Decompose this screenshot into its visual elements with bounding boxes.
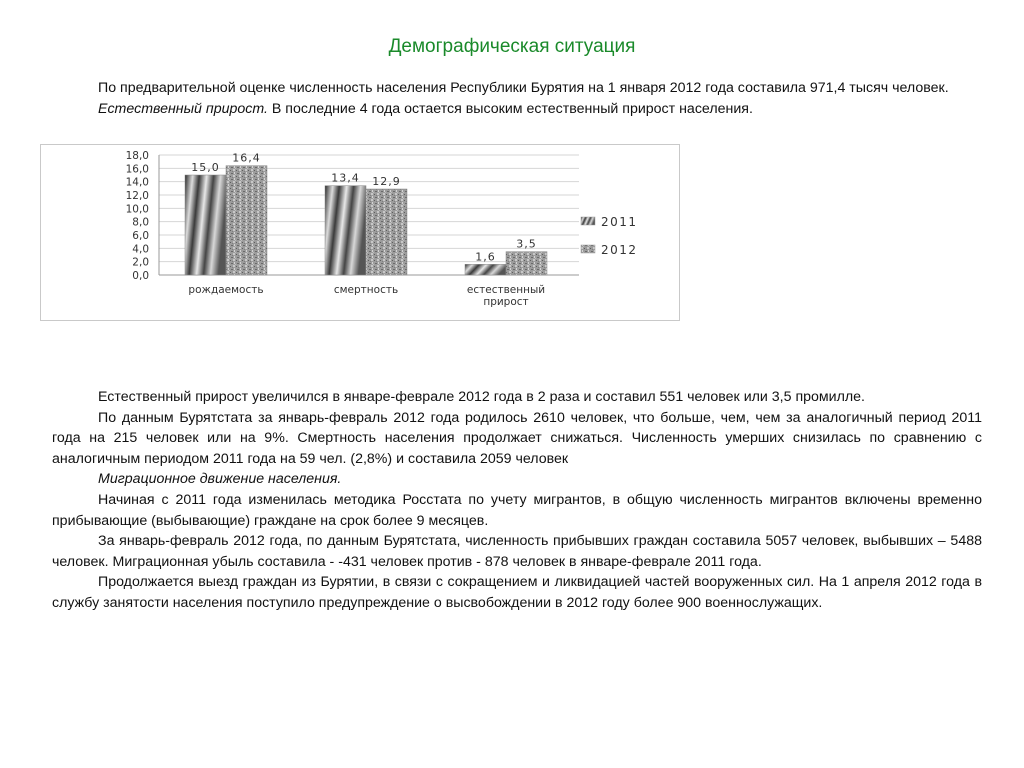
bar-2012-0 <box>226 166 267 275</box>
bar-2011-2 <box>465 264 506 275</box>
bar-2011-1 <box>325 186 366 275</box>
bar-2011-0 <box>185 175 226 275</box>
legend-swatch-2012 <box>581 245 595 253</box>
y-tick-label: 18,0 <box>125 150 149 162</box>
bar-2012-2 <box>506 252 547 275</box>
y-tick-label: 6,0 <box>132 230 149 242</box>
legend-label-2012: 2012 <box>601 243 638 257</box>
migration-numbers-paragraph: За январь-февраль 2012 года, по данным Бурятстата, численность прибывших граждан составила 5057 человек, выбывших – 5488 человек. Миграционная убыль составила - -431 человек против - 878 человек в январе-феврале 2011 года. <box>52 533 982 570</box>
growth-increase-paragraph: Естественный прирост увеличился в январе-феврале 2012 года в 2 раза и составил 551 человек или 3,5 промилле. <box>98 389 865 405</box>
x-category-label: прирост <box>483 296 529 308</box>
details-text-block <box>52 387 982 614</box>
bar-value-label: 13,4 <box>331 171 360 185</box>
y-tick-label: 0,0 <box>132 270 149 282</box>
y-tick-label: 12,0 <box>125 190 149 202</box>
bar-value-label: 12,9 <box>372 175 401 188</box>
x-category-label: смертность <box>333 284 399 296</box>
natural-growth-heading: Естественный прирост. <box>98 100 268 117</box>
y-tick-label: 16,0 <box>125 163 149 176</box>
y-tick-label: 14,0 <box>125 176 149 189</box>
migration-heading: Миграционное движение населения. <box>98 471 342 488</box>
y-tick-label: 2,0 <box>132 256 149 269</box>
natural-growth-paragraph <box>52 99 982 120</box>
births-deaths-paragraph: По данным Бурятстата за январь-февраль 2012 года родилось 2610 человек, что больше, чем, чем за аналогичный период 2011 года на 215 человек или на 9%. Смертность населения продолжает снижаться. Численность умерших снизилась по сравнению с аналогичным периодом 2011 года на 59 чел. (2,8%) и составила 2059 человек <box>52 409 982 467</box>
bar-value-label: 16,4 <box>232 151 261 165</box>
legend-swatch-2011 <box>581 217 595 225</box>
bar-2012-1 <box>366 189 407 275</box>
page-title: Демографическая ситуация <box>388 36 636 57</box>
demography-chart <box>40 144 680 321</box>
bar-value-label: 3,5 <box>516 237 537 251</box>
bar-value-label: 15,0 <box>191 161 220 174</box>
military-paragraph: Продолжается выезд граждан из Бурятии, в связи с сокращением и ликвидацией частей вооруженных сил. На 1 апреля 2012 года в службу занятости населения поступило предупреждение о высвобождении в 2012 году более 900 военнослужащих. <box>52 574 982 611</box>
population-paragraph: По предварительной оценке численность населения Республики Бурятия на 1 января 2012 года составила 971,4 тысяч человек. <box>98 80 949 96</box>
bar-value-label: 1,6 <box>475 250 496 264</box>
intro-text-block <box>52 78 982 119</box>
chart-canvas <box>41 145 679 320</box>
x-category-label: естественный <box>466 284 546 296</box>
migration-method-paragraph: Начиная с 2011 года изменилась методика Росстата по учету мигрантов, в общую численность мигрантов включены временно прибывающие (выбывающие) граждане на срок более 9 месяцев. <box>52 491 982 529</box>
x-category-label: рождаемость <box>188 284 264 296</box>
y-tick-label: 4,0 <box>132 243 149 256</box>
y-tick-label: 8,0 <box>132 216 149 229</box>
legend-label-2011: 2011 <box>601 215 638 229</box>
natural-growth-text: В последние 4 года остается высоким естественный прирост населения. <box>267 100 753 117</box>
y-tick-label: 10,0 <box>125 203 149 216</box>
